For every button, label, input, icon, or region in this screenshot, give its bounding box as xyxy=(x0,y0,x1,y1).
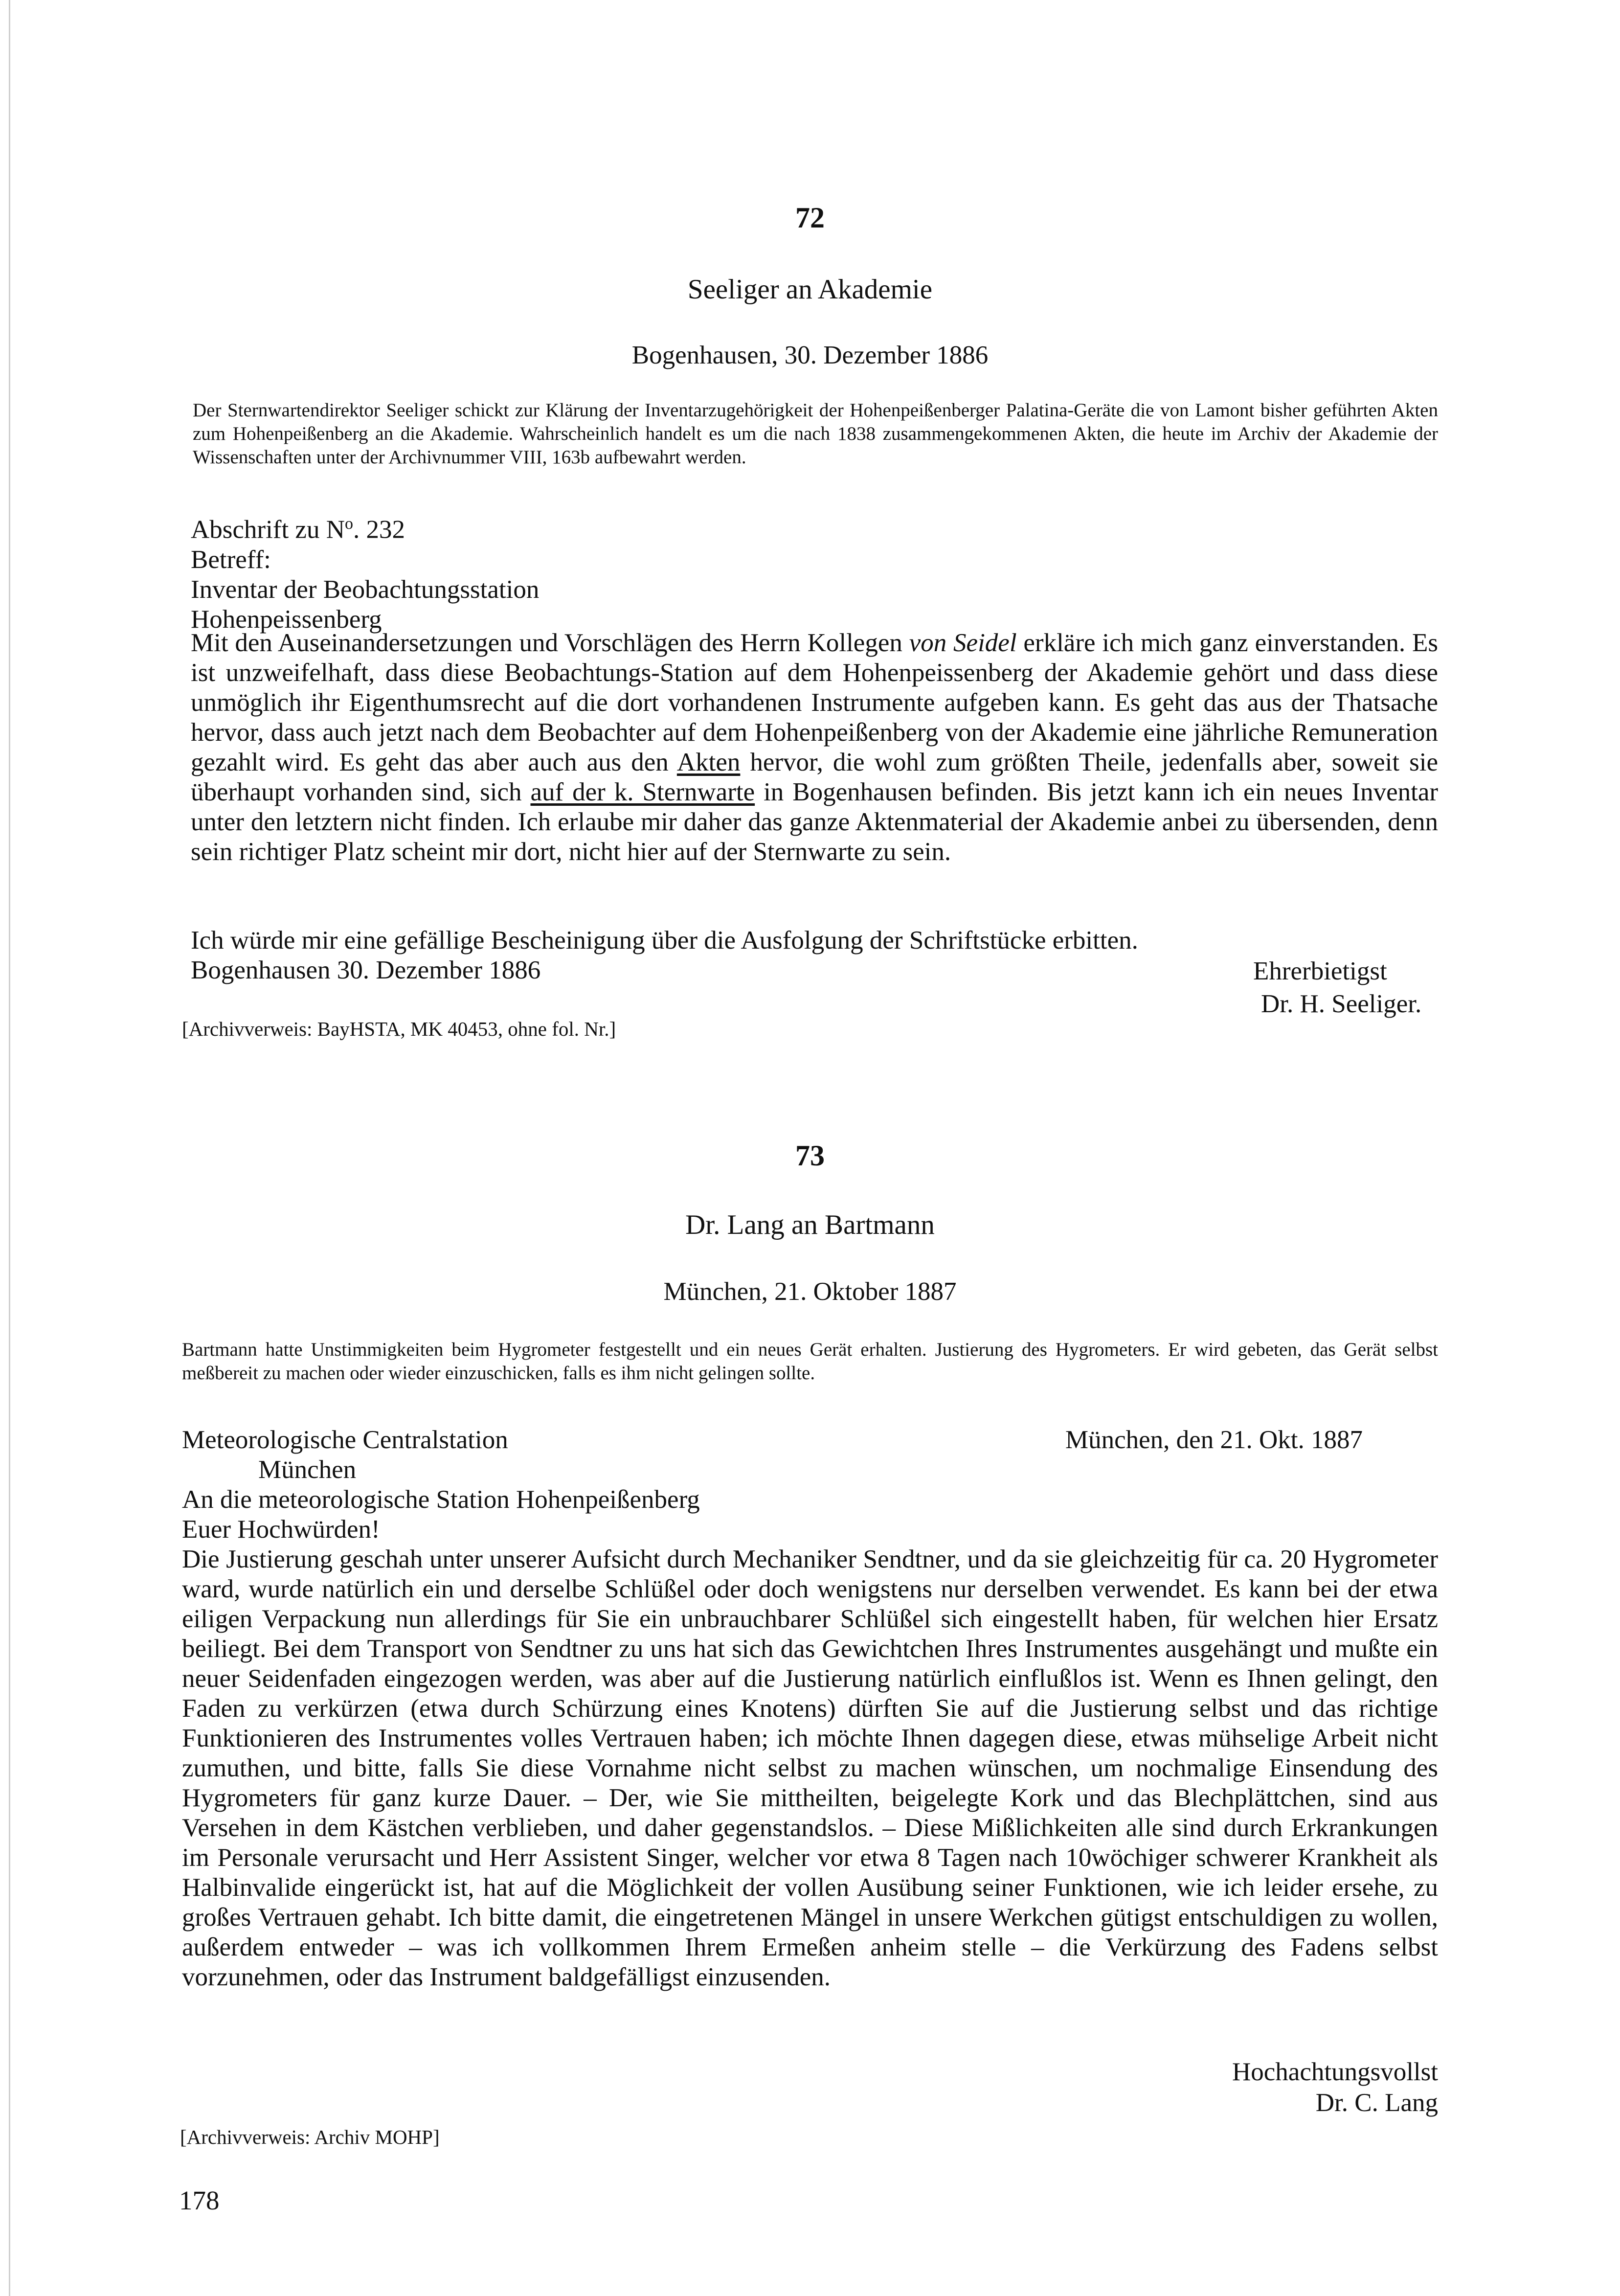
inventar-line: Inventar der Beobachtungsstation xyxy=(191,575,540,604)
letter-date: München, den 21. Okt. 1887 xyxy=(1065,1426,1363,1454)
archive-reference: [Archivverweis: Archiv MOHP] xyxy=(180,2126,440,2148)
closing-place: Bogenhausen 30. Dezember 1886 xyxy=(191,956,541,984)
signature: Dr. H. Seeliger. xyxy=(1261,990,1422,1018)
document-place-date: München, 21. Oktober 1887 xyxy=(663,1277,957,1306)
letter-header xyxy=(191,509,539,635)
document-heading: Seeliger an Akademie xyxy=(687,274,933,305)
greeting: Hochachtungsvollst xyxy=(1232,2058,1438,2086)
underlined-akten: Akten xyxy=(676,748,741,776)
signature: Dr. C. Lang xyxy=(1315,2089,1438,2117)
sender-city: München xyxy=(258,1455,357,1484)
addressee: An die meteorologische Station Hohenpeißenberg xyxy=(182,1485,700,1514)
abschrift-line: Abschrift zu $N^o$. 232 xyxy=(191,515,405,544)
salutation: Euer Hochwürden! xyxy=(182,1515,380,1544)
request-line: Ich würde mir eine gefällige Bescheinigung über die Ausfolgung der Schriftstücke erbitten. xyxy=(191,926,1138,955)
document-number: 72 xyxy=(795,202,825,234)
letter-body: Die Justierung geschah unter unserer Aufsicht durch Mechaniker Sendtner, und da sie gleichzeitig für ca. 20 Hygrometer ward, wurde natürlich ein und derselbe Schlüßel oder doch wenigstens nur derselben verwendet. Es kann bei der etwa eiligen Verpackung nun allerdings für Sie ein unbrauchbarer Schlüßel sich eingestellt haben, für welchen hier Ersatz beiliegt. Bei dem Transport von Sendtner zu uns hat sich das Gewichtchen Ihres Instrumentes ausgehängt und mußte ein neuer Seidenfaden eingezogen werden, was aber auf die Justierung natürlich einflußlos ist. Wenn es Ihnen gelingt, den Faden zu verkürzen (etwa durch Schürzung eines Knotens) dürften Sie auf die Justierung selbst und das richtige Funktionieren des Instrumentes volles Vertrauen haben; ich möchte Ihnen dagegen diese, etwas mühselige Arbeit nicht zumuthen, und bitte, falls Sie diese Vornahme nicht selbst zu machen wünschen, um nochmalige Einsendung des Hygrometers für ganz kurze Dauer. – Der, wie Sie mittheilten, beigelegte Kork und das Blechplättchen, sind aus Versehen in dem Kästchen verblieben, und daher gegenstandslos. – Diese Mißlichkeiten alle sind durch Erkrankungen im Personale verursacht und Herr Assistent Singer, welcher vor etwa 8 Tagen nach 10wöchiger schwerer Krankheit als Halbinvalide eingerückt ist, hat auf die Möglichkeit der vollen Ausübung seiner Funktionen, wie ich leider ersehe, zu großes Vertrauen gehabt. Ich bitte damit, die eingetretenen Mängel in unsere Werkchen gütigst entschuldigen zu wollen, außerdem entweder – was ich vollkommen Ihrem Ermeßen anheim stelle – die Verkürzung des Fadens selbst vorzunehmen, oder das Instrument baldgefälligst einzusenden. xyxy=(182,1545,1438,1991)
document-summary: Bartmann hatte Unstimmigkeiten beim Hygrometer festgestellt und ein neues Gerät erhalten. Justierung des Hygrometers. Er wird gebeten, das Gerät selbst meßbereit zu machen oder wieder einzuschicken, falls es ihm nicht gelingen sollte. xyxy=(182,1339,1438,1384)
underlined-sternwarte: auf der k. Sternwarte xyxy=(530,778,755,806)
person-name: von Seidel xyxy=(909,629,1017,657)
station-line: Hohenpeissenberg xyxy=(191,605,382,634)
document-number: 73 xyxy=(795,1139,825,1172)
page-number: 178 xyxy=(179,2185,220,2215)
betreff-line: Betreff: xyxy=(191,545,271,574)
archive-reference: [Archivverweis: BayHSTA, MK 40453, ohne fol. Nr.] xyxy=(182,1018,616,1040)
letter-body: Mit den Auseinandersetzungen und Vorschlägen des Herrn Kollegen von Seidel erkläre ich mich ganz einverstanden. Es ist unzweifelhaft, dass diese Beobachtungs-Station auf dem Hohenpeissenberg der Akademie gehört und dass diese unmöglich ihr Eigenthumsrecht auf die dort vorhandenen Instrumente aufgeben kann. Es geht das aus der Thatsache hervor, dass auch jetzt nach dem Beobachter auf dem Hohenpeißenberg von der Akademie eine jährliche Remuneration gezahlt wird. Es geht das aber auch aus den Akten hervor, die wohl zum größten Theile, jedenfalls aber, soweit sie überhaupt vorhanden sind, sich auf der k. Sternwarte in Bogenhausen befinden. Bis jetzt kann ich ein neues Inventar unter den letztern nicht finden. Ich erlaube mir daher das ganze Aktenmaterial der Akademie anbei zu übersenden, denn sein richtiger Platz scheint mir dort, nicht hier auf der Sternwarte zu sein. xyxy=(191,629,1439,866)
sender-institution: Meteorologische Centralstation xyxy=(182,1426,508,1454)
greeting: Ehrerbietigst xyxy=(1253,957,1387,985)
document-heading: Dr. Lang an Bartmann xyxy=(685,1209,935,1240)
document-place-date: Bogenhausen, 30. Dezember 1886 xyxy=(631,341,989,369)
document-summary: Der Sternwartendirektor Seeliger schickt zur Klärung der Inventarzugehörigkeit der Hohenpeißenberger Palatina-Geräte die von Lamont bisher geführten Akten zum Hohenpeißenberg an die Akademie. Wahrscheinlich handelt es um die nach 1838 zusammengekommenen Akten, die heute im Archiv der Akademie der Wissenschaften unter der Archivnummer VIII, 163b aufbewahrt werden. xyxy=(193,400,1438,468)
